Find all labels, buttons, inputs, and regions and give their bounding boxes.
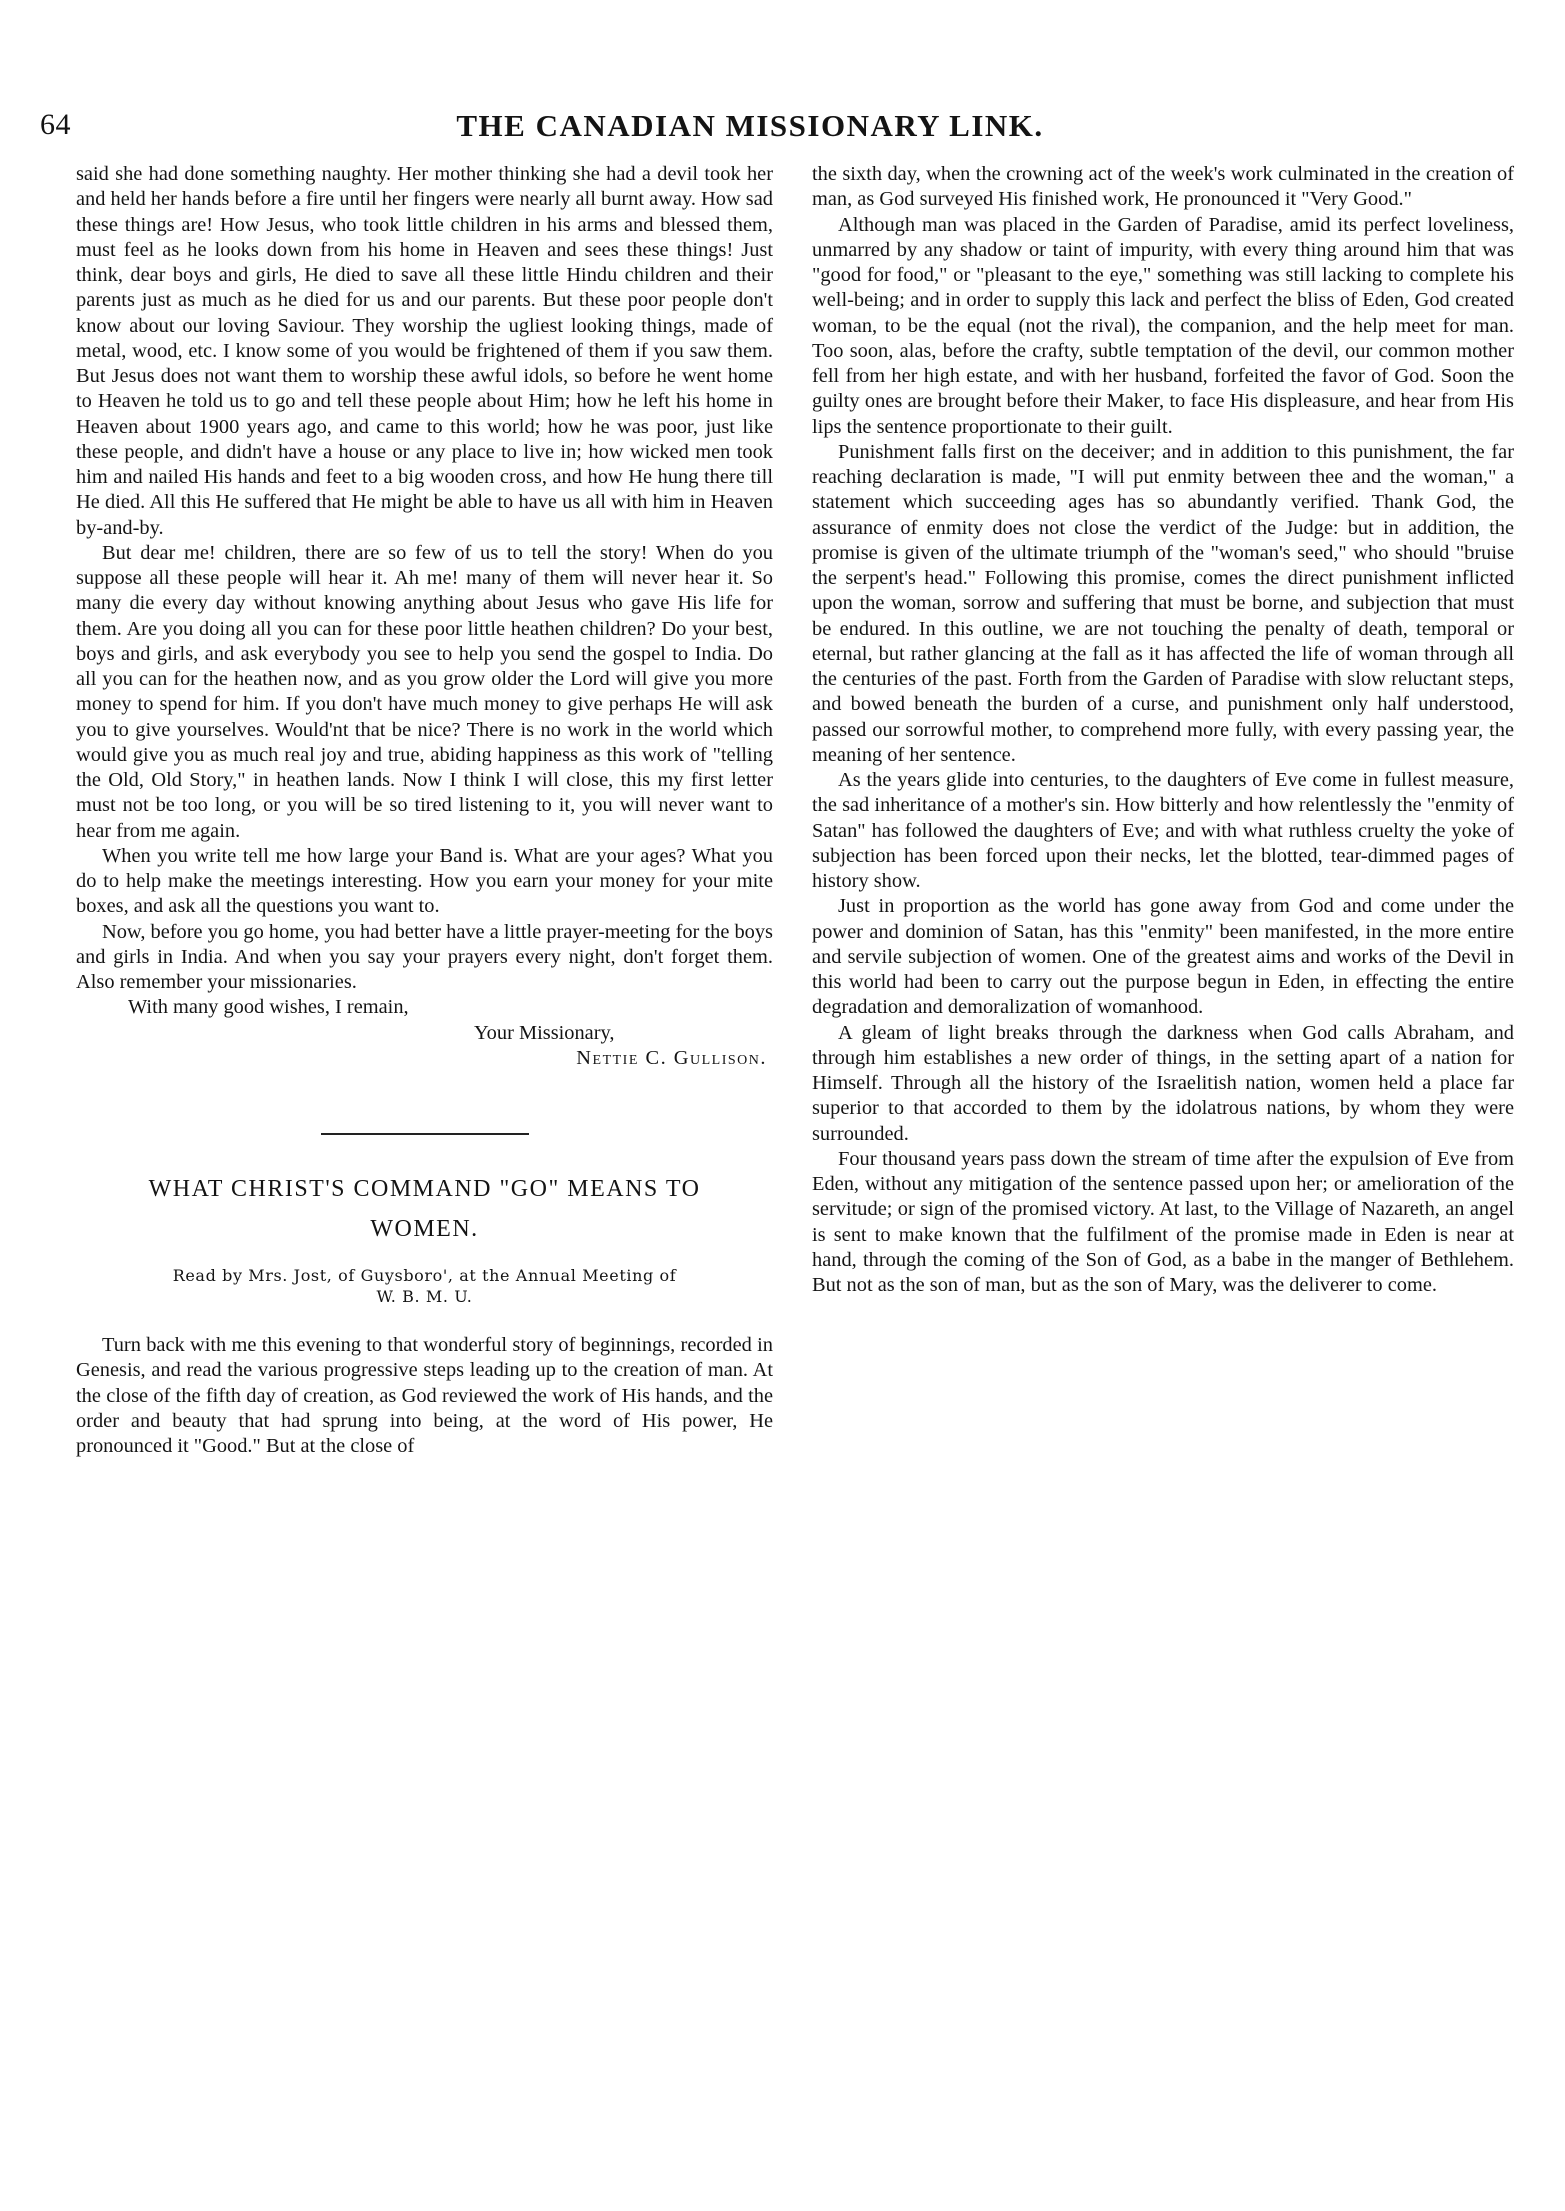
article-paragraph: A gleam of light breaks through the darkness when God calls Abraham, and through him establishes a new order of things, in the setting apart of a nation for Himself. Through all the history of the Israelitish nation, women held a place far superior to that accorded to them by the idolatrous nations, by whom they were surrounded. (812, 1021, 1514, 1145)
article-paragraph: Punishment falls first on the deceiver; and in addition to this punishment, the far reaching declaration is made, "I will put enmity between thee and the woman," a statement which succeeding ages has so abundantly verified. Thank God, the assurance of enmity does not close the verdict of the Judge: but in addition, the promise is given of the ultimate triumph of the "woman's seed," who should "bruise the serpent's head." Following this promise, comes the direct punishment inflicted upon the woman, sorrow and suffering that must be borne, and subjection that must be endured. In this outline, we are not touching the penalty of death, temporal or eternal, but rather glancing at the fall as it has affected the life of woman through all the centuries of the past. Forth from the Garden of Paradise with slow reluctant steps, and bowed beneath the burden of a curse, and punishment only half understood, passed our sorrowful mother, to comprehend more fully, with every passing year, the meaning of her sentence. (812, 440, 1514, 766)
journal-title: THE CANADIAN MISSIONARY LINK. (456, 108, 1044, 143)
section-divider (321, 1133, 529, 1135)
letter-paragraph: But dear me! children, there are so few of us to tell the story! When do you suppose all these people will hear it. Ah me! many of them will never hear it. So many die every day without knowing anything about Jesus who gave His life for them. Are you doing all you can for these poor little heathen children? Do your best, boys and girls, and ask everybody you see to help you send the gospel to India. Do all you can for the heathen now, and as you grow older the Lord will give you more money to spend for him. If you don't have much money to give perhaps He will ask you to give yourselves. Would'nt that be nice? There is no work in the world which would give you as much real joy and true, abiding happiness as this work of "telling the Old, Old Story," in heathen lands. Now I think I will close, this my first letter must not be too long, or you will be so tired listening to it, you will never want to hear from me again. (76, 541, 773, 842)
article-paragraph: Turn back with me this evening to that wonderful story of beginnings, recorded in Genesis, and read the various progressive steps leading up to the creation of man. At the close of the fifth day of creation, as God reviewed the work of His hands, and the order and beauty that had sprung into being, at the word of His power, He pronounced it "Good." But at the close of (76, 1334, 773, 1457)
article-paragraph: Although man was placed in the Garden of Paradise, amid its perfect loveliness, unmarred by any shadow or taint of impurity, with every thing around him that was "good for food," or "pleasant to the eye," something was still lacking to complete his well-being; and in order to supply this lack and perfect the bliss of Eden, God created woman, to be the equal (not the rival), the companion, and the help meet for man. Too soon, alas, before the crafty, subtle temptation of the devil, our common mother fell from her high estate, and with her husband, forfeited the favor of God. Soon the guilty ones are brought before their Maker, to face His displeasure, and hear from His lips the sentence proportionate to their guilt. (812, 213, 1514, 438)
article-title (76, 1169, 773, 1249)
signature-name: Nettie C. Gullison. (576, 1046, 767, 1069)
article-byline (76, 1265, 773, 1307)
article-paragraph: Just in proportion as the world has gone away from God and come under the power and dominion of Satan, has this "enmity" been manifested, in the more entire and servile subjection of women. One of the greatest aims and works of the Devil in this world had been to carry out the purpose begun in Eden, in effecting the entire degradation and demoralization of womanhood. (812, 895, 1514, 1019)
page-header (40, 108, 1460, 160)
left-column (76, 162, 773, 1459)
right-column (812, 162, 1514, 1298)
letter-signoff: Your Missionary, (474, 1021, 615, 1044)
letter-paragraph: said she had done something naughty. Her mother thinking she had a devil took her and held her hands before a fire until her fingers were nearly all burnt away. How sad these things are! How Jesus, who took little children in his arms and blessed them, must feel as he looks down from his home in Heaven and sees these things! Just think, dear boys and girls, He died to save all these little Hindu children and their parents just as much as he died for us and our parents. But these poor people don't know about our loving Saviour. They worship the ugliest looking things, made of metal, wood, etc. I know some of you would be frightened of them if you saw them. But Jesus does not want them to worship these awful idols, so before he went home to Heaven he told us to go and tell these people about Him; how he left his home in Heaven about 1900 years ago, and came to this world; how he was poor, just like these people, and didn't have a house or any place to live in; how wicked men took him and nailed His hands and feet to a big wooden cross, and how He hung there till He died. All this He suffered that He might be able to have us all with him in Heaven by-and-by. (76, 163, 773, 539)
article-title-line1: WHAT CHRIST'S COMMAND "GO" MEANS TO (148, 1176, 701, 1202)
page-number: 64 (40, 108, 71, 141)
byline-line2: W. B. M. U. (376, 1287, 473, 1306)
article-paragraph: As the years glide into centuries, to the daughters of Eve come in fullest measure, the sad inheritance of a mother's sin. How bitterly and how relentlessly the "enmity of Satan" has followed the daughters of Eve; and with what ruthless cruelty the yoke of subjection has been forced upon their necks, let the blotted, tear-dimmed pages of history show. (812, 769, 1514, 892)
article-paragraph: Four thousand years pass down the stream of time after the expulsion of Eve from Eden, without any mitigation of the sentence passed upon her; or amelioration of the servitude; or sign of the promised victory. At last, to the Village of Nazareth, an angel is sent to make known that the fulfilment of the promise made in Eden is near at hand, through the coming of the Son of God, as a babe in the manger of Bethlehem. But not as the son of man, but as the son of Mary, was the deliverer to come. (812, 1147, 1514, 1296)
letter-closing: With many good wishes, I remain, (128, 996, 409, 1019)
byline-line1: Read by Mrs. Jost, of Guysboro', at the Annual Meeting of (172, 1266, 677, 1285)
letter-paragraph: Now, before you go home, you had better have a little prayer-meeting for the boys and girls in India. And when you say your prayers every night, don't forget them. Also remember your missionaries. (76, 920, 773, 993)
article-title-line2: WOMEN. (370, 1216, 479, 1242)
letter-paragraph: When you write tell me how large your Band is. What are your ages? What you do to help make the meetings interesting. How you earn your money for your mite boxes, and ask all the questions you want to. (76, 844, 773, 918)
article-paragraph: the sixth day, when the crowning act of the week's work culminated in the creation of man, as God surveyed His finished work, He pronounced it "Very Good." (812, 163, 1514, 211)
